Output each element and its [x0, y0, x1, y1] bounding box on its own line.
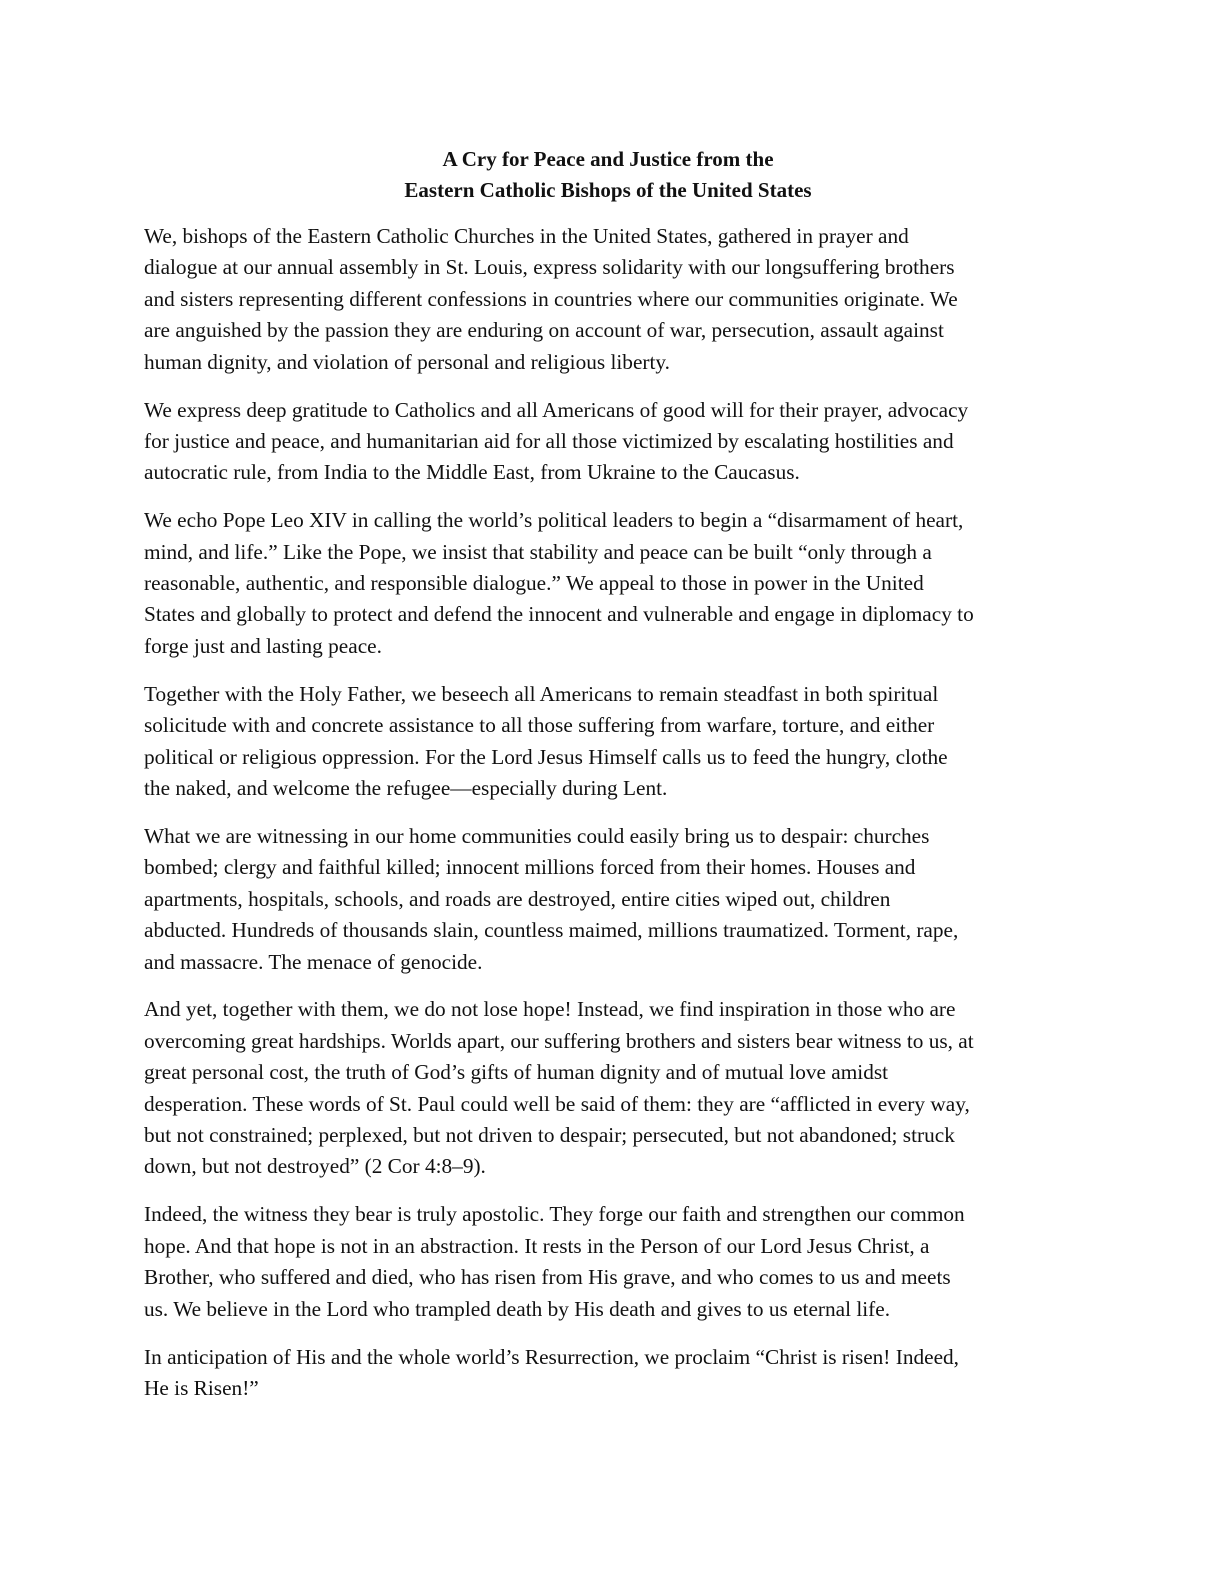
- document-title: [138, 144, 1084, 206]
- paragraph: [144, 994, 1084, 1182]
- text-line: We echo Pope Leo XIV in calling the world’s political leaders to begin a “disarmament of heart,: [144, 508, 964, 533]
- text-line: Indeed, the witness they bear is truly apostolic. They forge our faith and strengthen our common: [144, 1202, 965, 1227]
- text-line: political or religious oppression. For the Lord Jesus Himself calls us to feed the hungry, clothe: [144, 744, 948, 769]
- text-line: Together with the Holy Father, we beseech all Americans to remain steadfast in both spiritual: [144, 681, 939, 706]
- text-line: He is Risen!”: [144, 1375, 259, 1400]
- document: [144, 144, 1084, 1421]
- text-line: and sisters representing different confessions in countries where our communities originate. We: [144, 286, 958, 311]
- title-line-2: Eastern Catholic Bishops of the United States: [404, 178, 812, 202]
- text-line: down, but not destroyed” (2 Cor 4:8–9).: [144, 1154, 486, 1179]
- paragraph: [144, 395, 1084, 489]
- text-line: and massacre. The menace of genocide.: [144, 949, 483, 974]
- text-line: hope. And that hope is not in an abstraction. It rests in the Person of our Lord Jesus Christ, a: [144, 1233, 930, 1258]
- text-line: desperation. These words of St. Paul could well be said of them: they are “afflicted in every way,: [144, 1091, 970, 1116]
- text-line: apartments, hospitals, schools, and roads are destroyed, entire cities wiped out, children: [144, 886, 891, 911]
- text-line: abducted. Hundreds of thousands slain, countless maimed, millions traumatized. Torment, rape,: [144, 918, 959, 943]
- document-body: [144, 221, 1084, 1404]
- text-line: dialogue at our annual assembly in St. Louis, express solidarity with our longsuffering brothers: [144, 255, 955, 280]
- text-line: are anguished by the passion they are enduring on account of war, persecution, assault against: [144, 318, 944, 343]
- text-line: but not constrained; perplexed, but not driven to despair; persecuted, but not abandoned; struck: [144, 1123, 955, 1148]
- text-line: And yet, together with them, we do not lose hope! Instead, we find inspiration in those who are: [144, 997, 956, 1022]
- text-line: autocratic rule, from India to the Middle East, from Ukraine to the Caucasus.: [144, 460, 800, 485]
- paragraph: [144, 1342, 1084, 1405]
- text-line: the naked, and welcome the refugee—especially during Lent.: [144, 776, 668, 800]
- text-line: forge just and lasting peace.: [144, 633, 382, 658]
- text-line: human dignity, and violation of personal and religious liberty.: [144, 349, 671, 374]
- text-line: overcoming great hardships. Worlds apart, our suffering brothers and sisters bear witness to us, at: [144, 1028, 974, 1053]
- title-line-1: A Cry for Peace and Justice from the: [442, 147, 774, 171]
- paragraph: [144, 221, 1084, 378]
- text-line: solicitude with and concrete assistance to all those suffering from warfare, torture, and either: [144, 713, 935, 738]
- paragraph: [144, 821, 1084, 978]
- text-line: Brother, who suffered and died, who has risen from His grave, and who comes to us and meets: [144, 1265, 951, 1290]
- text-line: States and globally to protect and defend the innocent and vulnerable and engage in diplomacy to: [144, 602, 974, 627]
- text-line: us. We believe in the Lord who trampled death by His death and gives to us eternal life.: [144, 1296, 891, 1321]
- text-line: reasonable, authentic, and responsible dialogue.” We appeal to those in power in the United: [144, 571, 924, 596]
- text-line: mind, and life.” Like the Pope, we insist that stability and peace can be built “only through a: [144, 539, 932, 564]
- text-line: What we are witnessing in our home communities could easily bring us to despair: churches: [144, 823, 930, 848]
- text-line: In anticipation of His and the whole world’s Resurrection, we proclaim “Christ is risen! Indeed,: [144, 1344, 959, 1369]
- text-line: We, bishops of the Eastern Catholic Churches in the United States, gathered in prayer and: [144, 224, 909, 248]
- text-line: great personal cost, the truth of God’s gifts of human dignity and of mutual love amidst: [144, 1060, 889, 1085]
- paragraph: [144, 1199, 1084, 1325]
- text-line: for justice and peace, and humanitarian aid for all those victimized by escalating hostilities and: [144, 428, 954, 453]
- paragraph: [144, 679, 1084, 805]
- text-line: We express deep gratitude to Catholics and all Americans of good will for their prayer, advocacy: [144, 397, 969, 422]
- paragraph: [144, 505, 1084, 662]
- text-line: bombed; clergy and faithful killed; innocent millions forced from their homes. Houses and: [144, 855, 916, 880]
